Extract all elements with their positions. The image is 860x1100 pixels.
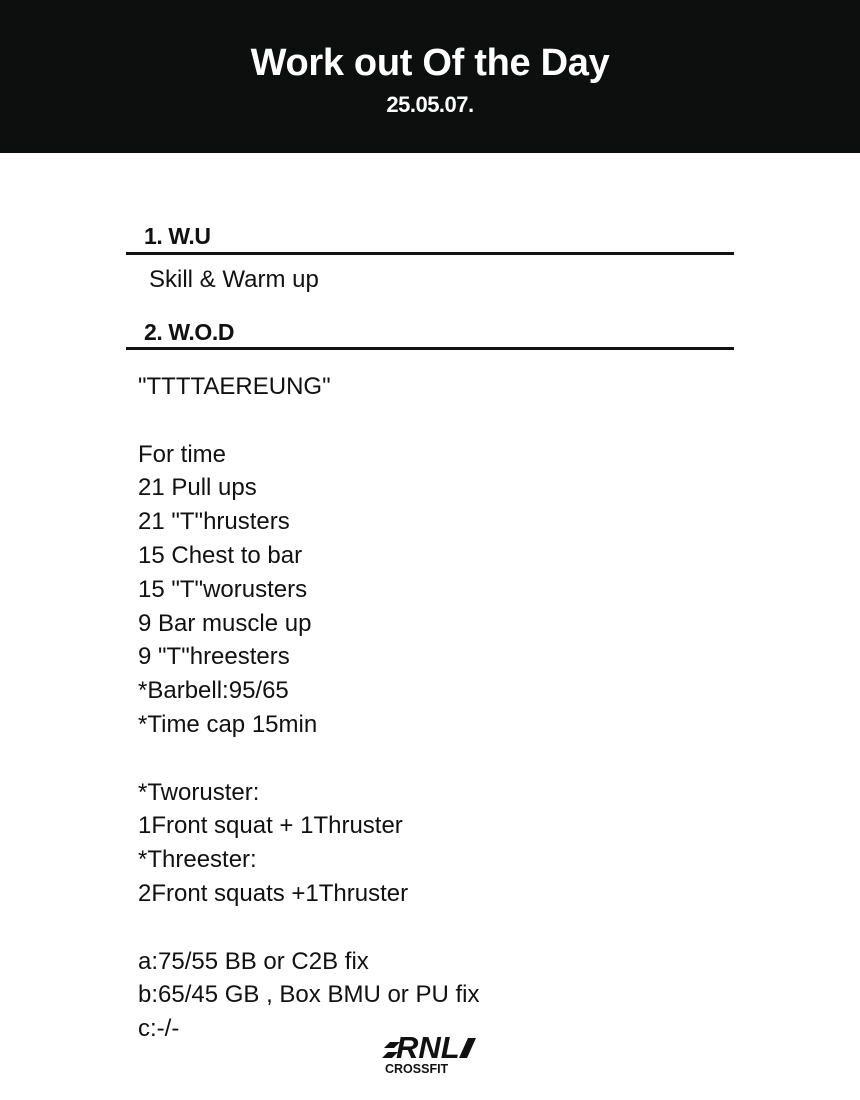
wod-line: a:75/55 BB or C2B fix <box>138 947 369 975</box>
wod-line: *Threester: <box>138 846 257 874</box>
wod-line: b:65/45 GB , Box BMU or PU fix <box>138 981 480 1009</box>
logo-subtext: CROSSFIT <box>385 1062 449 1076</box>
wod-line: 9 "T"hreesters <box>138 643 290 671</box>
page-date: 25.05.07. <box>386 92 474 117</box>
wod-blank-line <box>138 404 738 438</box>
wod-line: 21 Pull ups <box>138 474 257 502</box>
wod-line: 2Front squats +1Thruster <box>138 879 409 907</box>
rnl-crossfit-logo <box>382 1026 482 1076</box>
wod-line: *Time cap 15min <box>138 710 318 738</box>
warmup-text: Skill & Warm up <box>149 266 319 293</box>
wod-line: 1Front squat + 1Thruster <box>138 812 403 840</box>
wod-blank-line <box>138 911 738 945</box>
logo-graphic <box>382 1026 482 1076</box>
wod-line: 21 "T"hrusters <box>138 508 290 536</box>
section-divider-wod <box>126 347 734 350</box>
section-heading-warmup: 1. W.U <box>144 223 211 249</box>
section-heading-wod: 2. W.O.D <box>144 319 235 345</box>
page-title: Work out Of the Day <box>250 42 610 84</box>
header-banner <box>0 0 860 153</box>
wod-body <box>138 370 738 1046</box>
wod-line: For time <box>138 440 227 468</box>
section-divider-warmup <box>126 252 734 255</box>
wod-line: *Barbell:95/65 <box>138 677 289 705</box>
wod-line: c:-/- <box>138 1015 180 1043</box>
wod-line: 9 Bar muscle up <box>138 609 312 637</box>
wod-line: 15 Chest to bar <box>138 541 303 569</box>
wod-blank-line <box>138 742 738 776</box>
wod-line: *Tworuster: <box>138 778 260 806</box>
logo-wordmark: RNL <box>396 1030 460 1065</box>
wod-line: "TTTTAEREUNG" <box>138 373 331 400</box>
wod-line: 15 "T"worusters <box>138 575 308 603</box>
